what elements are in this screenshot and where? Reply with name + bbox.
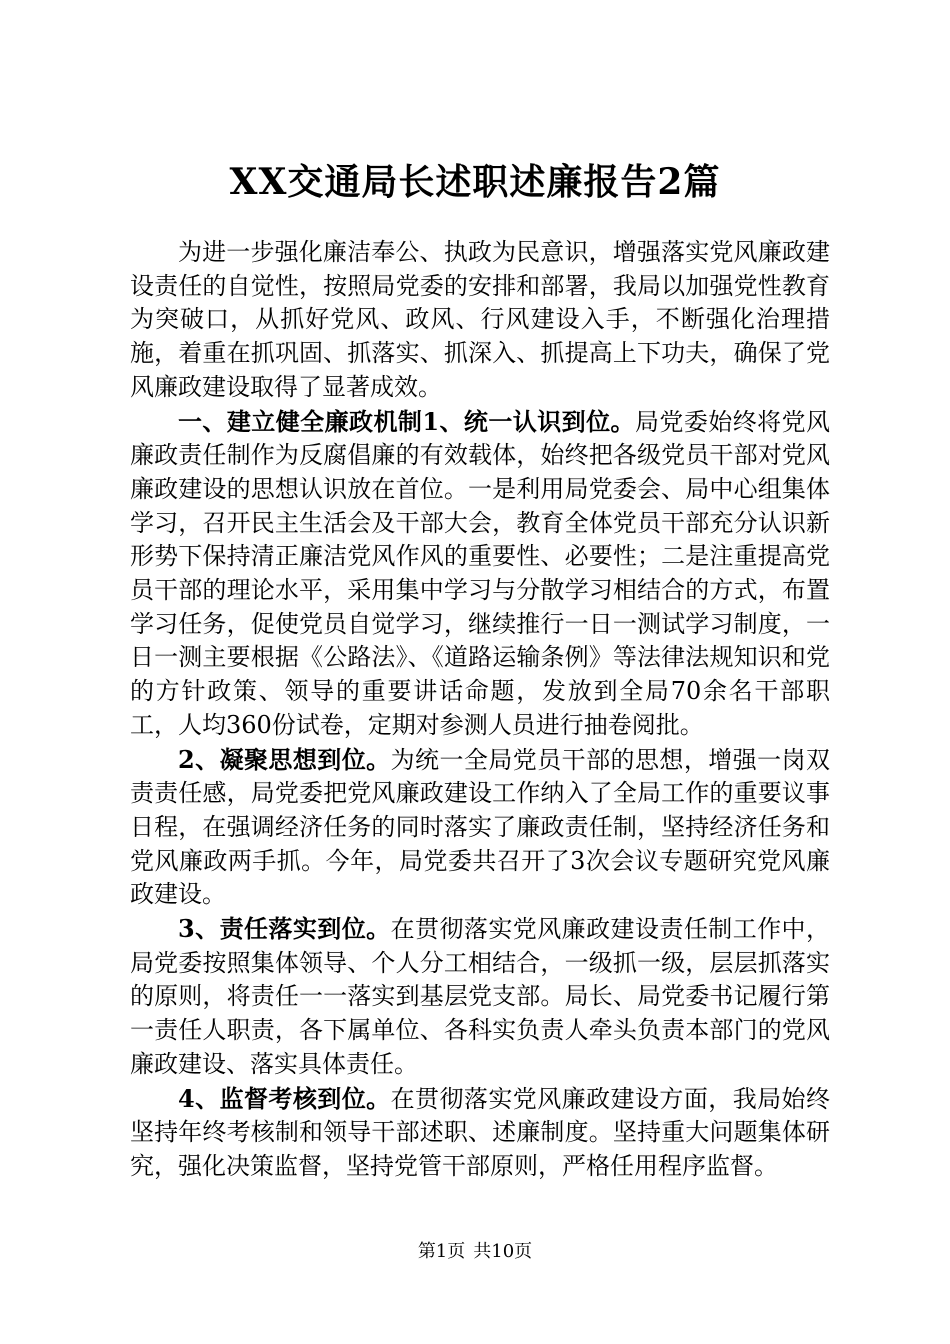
page-total: 共10页 xyxy=(473,1241,533,1262)
section-heading: 一、建立健全廉政机制1、统一认识到位。 xyxy=(178,406,635,436)
section-paragraph xyxy=(130,405,830,743)
section-text: 在贯彻落实党风廉政建设责任制工作中，局党委按照集体领导、个人分工相结合，一级抓一级，层层抓落实的原则，将责任一一落实到基层党支部。局长、局党委书记履行第一责任人职责，各下属单位、各科实负责人牵头负责本部门的党风廉政建设、落实具体责任。 xyxy=(130,915,830,1078)
section-text: 局党委始终将党风廉政责任制作为反腐倡廉的有效载体，始终把各级党员干部对党风廉政建设的思想认识放在首位。一是利用局党委会、局中心组集体学习，召开民主生活会及干部大会，教育全体党员干部充分认识新形势下保持清正廉洁党风作风的重要性、必要性；二是注重提高党员干部的理论水平，采用集中学习与分散学习相结合的方式，布置学习任务，促使党员自觉学习，继续推行一日一测试学习制度，一日一测主要根据《公路法》、《道路运输条例》等法律法规知识和党的方针政策、领导的重要讲话命题，发放到全局70余名干部职工，人均360份试卷，定期对参测人员进行抽卷阅批。 xyxy=(130,407,831,739)
section-paragraph xyxy=(130,743,830,913)
section-text: 为统一全局党员干部的思想，增强一岗双责责任感，局党委把党风廉政建设工作纳入了全局工作的重要议事日程，在强调经济任务的同时落实了廉政责任制，坚持经济任务和党风廉政两手抓。今年，局党委共召开了3次会议专题研究党风廉政建设。 xyxy=(130,745,830,909)
section-heading: 2、凝聚思想到位。 xyxy=(178,744,391,774)
page-footer xyxy=(0,1240,950,1264)
page-number: 第1页 xyxy=(417,1241,466,1262)
section-text: 在贯彻落实党风廉政建设方面，我局始终坚持年终考核制和领导干部述职、述廉制度。坚持重大问题集体研究，强化决策监督，坚持党管干部原则，严格任用程序监督。 xyxy=(130,1084,830,1180)
document-title: XX交通局长述职述廉报告2篇 xyxy=(229,161,721,203)
section-heading: 4、监督考核到位。 xyxy=(178,1083,391,1113)
section-heading: 3、责任落实到位。 xyxy=(178,914,391,944)
document-body xyxy=(130,236,830,1184)
section-paragraph xyxy=(130,1082,830,1184)
intro-paragraph: 为进一步强化廉洁奉公、执政为民意识，增强落实党风廉政建设责任的自觉性，按照局党委的安排和部署，我局以加强党性教育为突破口，从抓好党风、政风、行风建设入手，不断强化治理措施，着重在抓巩固、抓落实、抓深入、抓提高上下功夫，确保了党风廉政建设取得了显著成效。 xyxy=(130,238,830,401)
section-paragraph xyxy=(130,912,830,1082)
